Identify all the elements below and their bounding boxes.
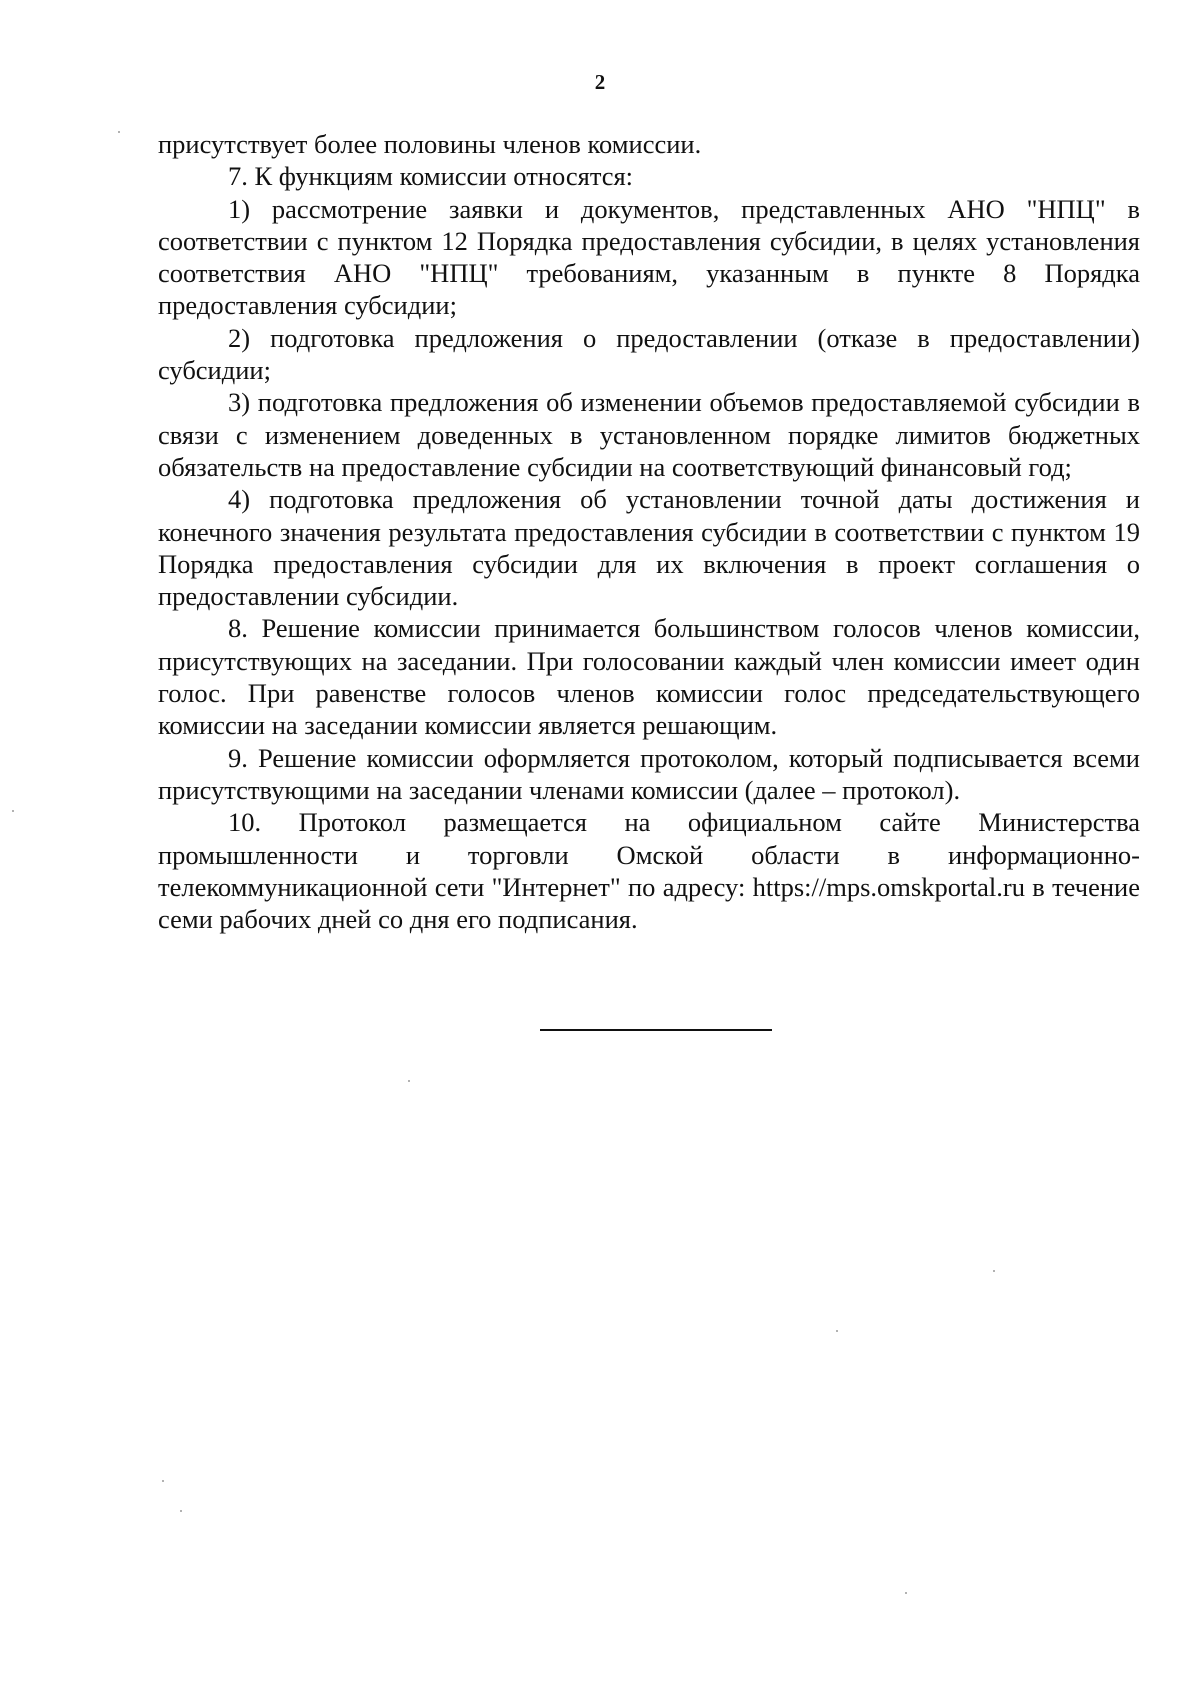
paragraph-item-7: 7. К функциям комиссии относятся: <box>228 161 634 192</box>
paragraph-item-8: 8. Решение комиссии принимается большинством голосов членов комиссии, присутствующих на заседании. При голосовании каждый член комиссии имеет один голос. При равенстве голосов членов комиссии голос председательствующего комиссии на заседании комиссии является решающим. <box>158 613 1140 741</box>
paragraph-subitem-1: 1) рассмотрение заявки и документов, представленных АНО "НПЦ" в соответствии с пунктом 12 Порядка предоставления субсидии, в целях установления соответствия АНО "НПЦ" требованиям, указанным в пункте 8 Порядка предоставления субсидии; <box>158 193 1140 321</box>
paragraph-subitem-2: 2) подготовка предложения о предоставлении (отказе в предоставлении) субсидии; <box>158 322 1140 386</box>
paragraph-subitem-4: 4) подготовка предложения об установлении точной даты достижения и конечного значения результата предоставления субсидии в соответствии с пунктом 19 Порядка предоставления субсидии для их включения в проект соглашения о предоставлении субсидии. <box>158 484 1140 612</box>
scan-speck <box>180 1510 182 1512</box>
scan-speck <box>162 1480 164 1482</box>
paragraph-item-10: 10. Протокол размещается на официальном сайте Министерства промышленности и торговли Омской области в информационно-телекоммуникационной сети "Интернет" по адресу: https://mps.omskportal.ru в течение семи рабочих дней со дня его подписания. <box>158 807 1140 935</box>
scan-speck <box>993 1270 995 1272</box>
paragraph-subitem-3: 3) подготовка предложения об изменении объемов предоставляемой субсидии в связи с изменением доведенных в установленном порядке лимитов бюджетных обязательств на предоставление субсидии на соответствующий финансовый год; <box>158 387 1140 482</box>
paragraph-item-9: 9. Решение комиссии оформляется протоколом, который подписывается всеми присутствующими на заседании членами комиссии (далее – протокол). <box>158 742 1140 805</box>
scan-speck <box>12 810 14 812</box>
end-of-document-rule <box>540 1029 772 1031</box>
scan-speck <box>118 131 120 133</box>
document-body <box>158 128 1140 935</box>
scan-speck <box>408 1080 410 1082</box>
scan-speck <box>836 1330 838 1332</box>
scan-speck <box>905 1592 907 1594</box>
paragraph-continuation: присутствует более половины членов комиссии. <box>158 129 702 159</box>
page-number: 2 <box>594 70 606 94</box>
